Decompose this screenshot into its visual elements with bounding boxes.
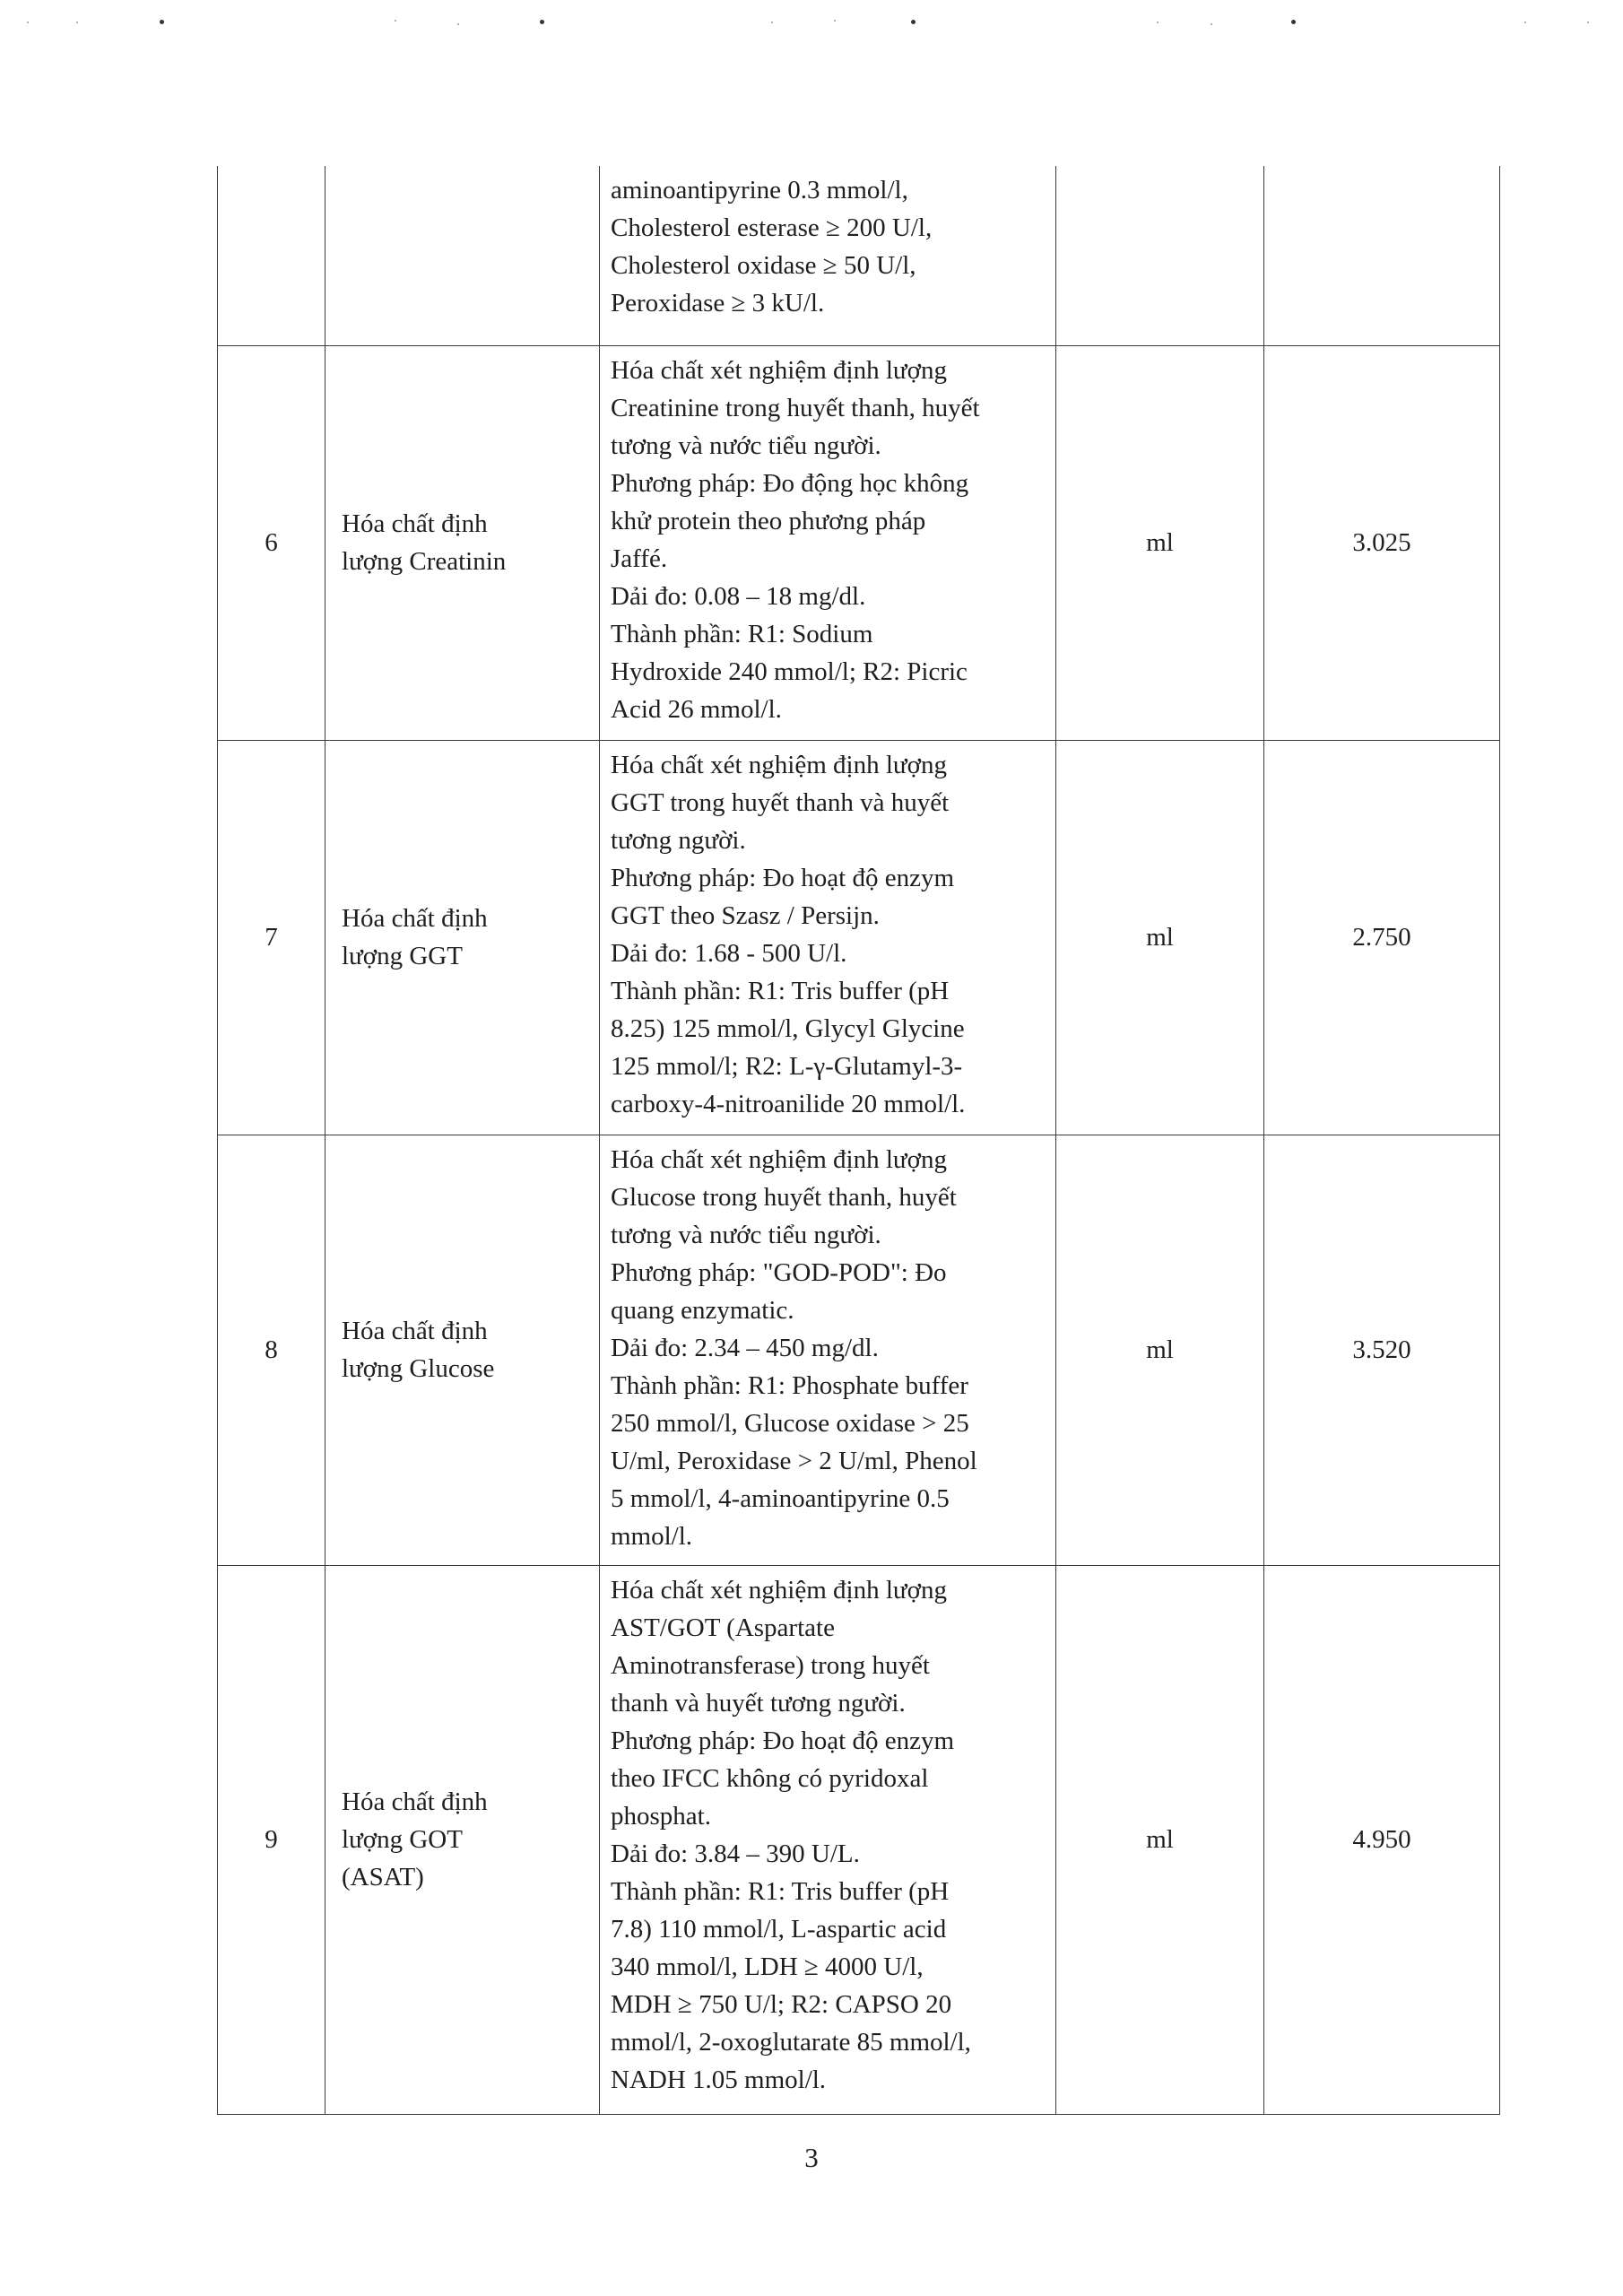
quantity-cell: 2.750 — [1264, 740, 1500, 1135]
spec-line: Dải đo: 3.84 – 390 U/L. — [611, 1839, 860, 1868]
spec-line: Cholesterol oxidase ≥ 50 U/l, — [611, 251, 916, 280]
spec-line: thanh và huyết tương người. — [611, 1688, 906, 1718]
spec-line: Hóa chất xét nghiệm định lượng — [611, 1144, 947, 1174]
spec-line: Hóa chất xét nghiệm định lượng — [611, 1575, 947, 1605]
spec-line: AST/GOT (Aspartate — [611, 1613, 835, 1642]
spec-line: tương và nước tiểu người. — [611, 1220, 881, 1249]
row-number: 6 — [218, 345, 325, 740]
spec-line: mmol/l, 2-oxoglutarate 85 mmol/l, — [611, 2027, 971, 2057]
spec-line: Acid 26 mmol/l. — [611, 694, 782, 724]
spec-line: mmol/l. — [611, 1521, 693, 1551]
scan-mark — [540, 20, 544, 24]
row-number: 9 — [218, 1565, 325, 2114]
item-specification — [600, 345, 1056, 740]
scan-speck — [395, 20, 396, 22]
table-row — [218, 345, 1500, 740]
spec-line: Phương pháp: Đo động học không — [611, 468, 969, 498]
spec-line: Creatinine trong huyết thanh, huyết — [611, 393, 980, 422]
item-name — [325, 1565, 600, 2114]
unit-cell: ml — [1056, 1565, 1264, 2114]
spec-line: 250 mmol/l, Glucose oxidase > 25 — [611, 1408, 969, 1438]
spec-line: khử protein theo phương pháp — [611, 506, 926, 535]
item-name — [325, 740, 600, 1135]
spec-line: Phương pháp: Đo hoạt độ enzym — [611, 1726, 955, 1755]
spec-line: U/ml, Peroxidase > 2 U/ml, Phenol — [611, 1446, 977, 1475]
unit-cell: ml — [1056, 1135, 1264, 1565]
name-line: Hóa chất định — [342, 1787, 488, 1816]
scan-speck — [457, 23, 459, 25]
row-number — [218, 166, 325, 345]
item-specification — [600, 1565, 1056, 2114]
item-name — [325, 345, 600, 740]
spec-line: Phương pháp: Đo hoạt độ enzym — [611, 863, 955, 892]
row-number: 8 — [218, 1135, 325, 1565]
scan-speck — [1157, 22, 1159, 23]
quantity-cell — [1264, 166, 1500, 345]
name-line: lượng GGT — [342, 942, 463, 970]
quantity-cell: 3.025 — [1264, 345, 1500, 740]
spec-line: Dải đo: 0.08 – 18 mg/dl. — [611, 581, 866, 611]
name-line: (ASAT) — [342, 1863, 424, 1892]
spec-line: Hóa chất xét nghiệm định lượng — [611, 750, 947, 779]
spec-line: quang enzymatic. — [611, 1295, 794, 1325]
spec-line: Jaffé. — [611, 544, 668, 573]
scan-mark — [1291, 20, 1296, 24]
quantity-cell: 3.520 — [1264, 1135, 1500, 1565]
spec-line: Aminotransferase) trong huyết — [611, 1650, 930, 1680]
table-row — [218, 1135, 1500, 1565]
scan-speck — [1587, 22, 1589, 23]
spec-line: MDH ≥ 750 U/l; R2: CAPSO 20 — [611, 1989, 952, 2019]
spec-line: phosphat. — [611, 1801, 711, 1831]
spec-line: Hóa chất xét nghiệm định lượng — [611, 355, 947, 385]
spec-line: Thành phần: R1: Tris buffer (pH — [611, 1876, 950, 1906]
table-row — [218, 1565, 1500, 2114]
scan-speck — [1211, 23, 1212, 25]
spec-line: theo IFCC không có pyridoxal — [611, 1763, 929, 1793]
scan-speck — [76, 22, 78, 23]
spec-line: GGT trong huyết thanh và huyết — [611, 787, 950, 817]
spec-line: Thành phần: R1: Phosphate buffer — [611, 1370, 968, 1400]
unit-cell: ml — [1056, 345, 1264, 740]
spec-line: tương người. — [611, 825, 746, 855]
name-line: Hóa chất định — [342, 904, 488, 933]
name-line: lượng Creatinin — [342, 547, 507, 576]
name-line: lượng GOT — [342, 1825, 463, 1854]
spec-line: 7.8) 110 mmol/l, L-aspartic acid — [611, 1914, 947, 1944]
name-line: Hóa chất định — [342, 509, 488, 538]
quantity-cell: 4.950 — [1264, 1565, 1500, 2114]
scan-speck — [834, 20, 836, 22]
spec-line: 5 mmol/l, 4-aminoantipyrine 0.5 — [611, 1483, 950, 1513]
scan-speck — [1524, 22, 1526, 23]
page-number: 3 — [804, 2142, 819, 2173]
spec-line: Phương pháp: "GOD-POD": Đo — [611, 1257, 947, 1287]
scan-speck — [27, 22, 29, 23]
spec-line: Peroxidase ≥ 3 kU/l. — [611, 289, 825, 317]
spec-line: Thành phần: R1: Tris buffer (pH — [611, 976, 950, 1005]
item-specification — [600, 740, 1056, 1135]
unit-cell — [1056, 166, 1264, 345]
scan-mark — [160, 20, 164, 24]
spec-line: 125 mmol/l; R2: L-γ-Glutamyl-3- — [611, 1051, 963, 1081]
table-row — [218, 166, 1500, 345]
spec-line: Glucose trong huyết thanh, huyết — [611, 1182, 957, 1212]
spec-line: 8.25) 125 mmol/l, Glycyl Glycine — [611, 1013, 965, 1043]
item-name — [325, 166, 600, 345]
table-row — [218, 740, 1500, 1135]
spec-line: Cholesterol esterase ≥ 200 U/l, — [611, 213, 933, 242]
spec-line: Hydroxide 240 mmol/l; R2: Picric — [611, 657, 968, 686]
spec-line: carboxy-4-nitroanilide 20 mmol/l. — [611, 1089, 966, 1118]
row-number: 7 — [218, 740, 325, 1135]
unit-cell: ml — [1056, 740, 1264, 1135]
name-line: Hóa chất định — [342, 1317, 488, 1345]
spec-line: 340 mmol/l, LDH ≥ 4000 U/l, — [611, 1952, 924, 1981]
spec-line: Thành phần: R1: Sodium — [611, 619, 873, 648]
item-specification — [600, 166, 1056, 345]
name-line: lượng Glucose — [342, 1354, 495, 1383]
spec-line: GGT theo Szasz / Persijn. — [611, 900, 880, 930]
item-specification — [600, 1135, 1056, 1565]
scan-speck — [771, 22, 773, 23]
spec-line: aminoantipyrine 0.3 mmol/l, — [611, 176, 908, 204]
item-name — [325, 1135, 600, 1565]
spec-line: NADH 1.05 mmol/l. — [611, 2065, 827, 2094]
scan-mark — [911, 20, 916, 24]
spec-line: Dải đo: 1.68 - 500 U/l. — [611, 938, 847, 968]
spec-line: tương và nước tiểu người. — [611, 430, 881, 460]
spec-line: Dải đo: 2.34 – 450 mg/dl. — [611, 1333, 879, 1362]
reagent-spec-table — [217, 166, 1500, 2115]
